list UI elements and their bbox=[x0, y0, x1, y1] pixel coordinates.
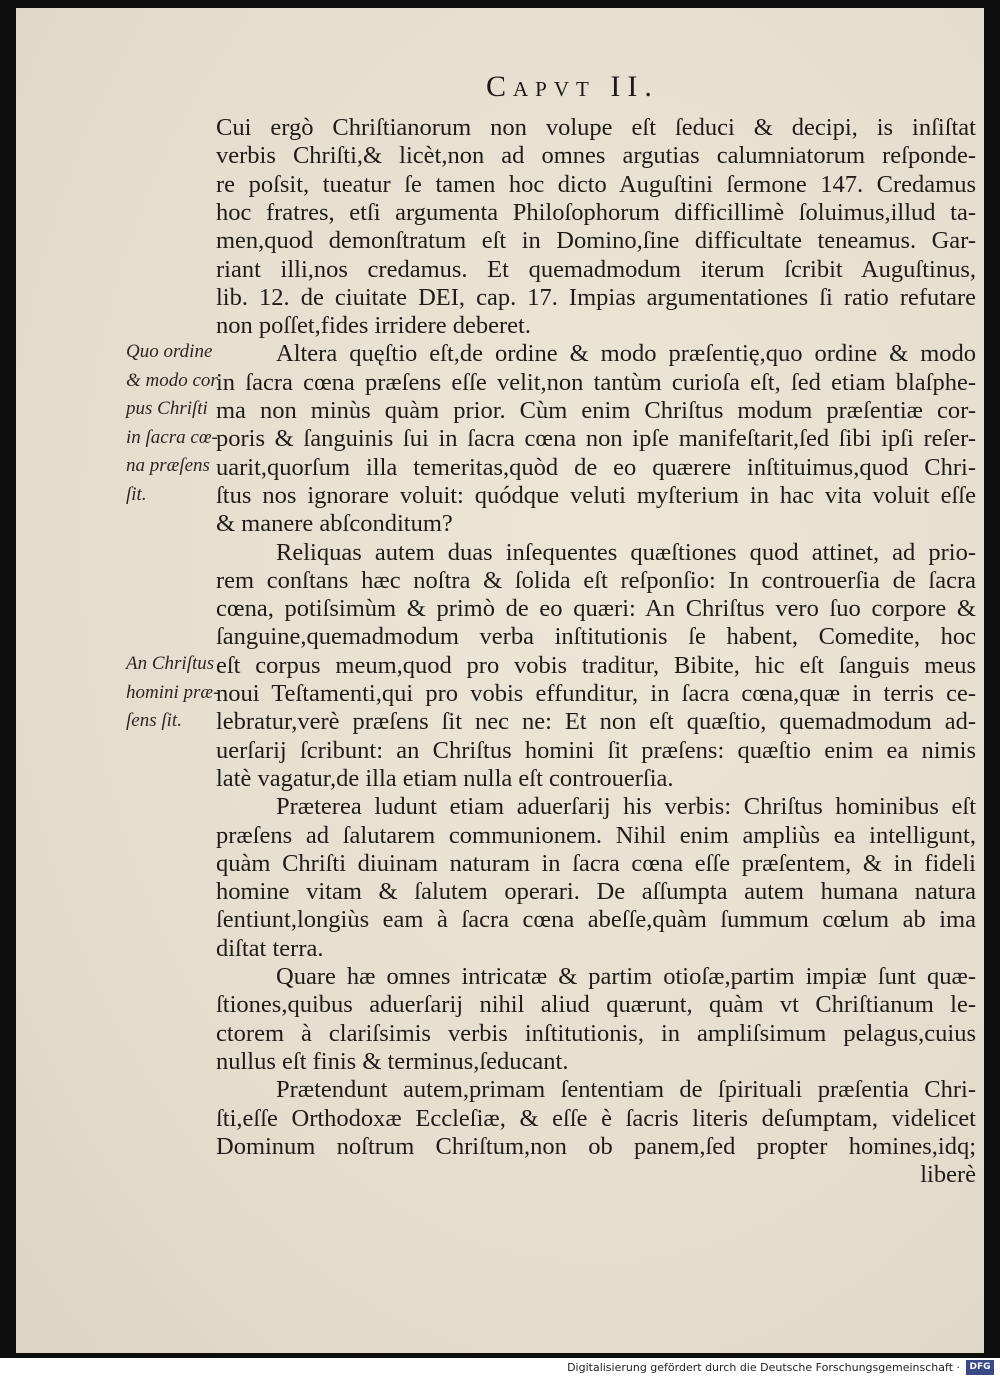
text-line: noui Teſtamenti,qui pro vobis effunditur, in ſacra cœna,quæ in terris ce- bbox=[216, 680, 976, 707]
text-line: quàm Chriſti diuinam naturam in ſacra cœna eſſe præſentem, & in fideli bbox=[216, 849, 976, 877]
funding-credit: Digitalisierung gefördert durch die Deutsche Forschungsgemeinschaft · bbox=[567, 1361, 960, 1374]
text-line: ſtus nos ignorare voluit: quódque veluti myſterium in hac vita voluit eſſe bbox=[216, 481, 976, 509]
text-line: Prætendunt autem,primam ſententiam de ſpirituali præſentia Chri- bbox=[276, 1076, 976, 1104]
margin-note-line: & modo cor bbox=[126, 369, 218, 391]
margin-note-line: homini præ- bbox=[126, 681, 220, 703]
text-line: Præterea ludunt etiam aduerſarij his verbis: Chriſtus hominibus eſt bbox=[276, 793, 976, 821]
page-header: Capvt II. bbox=[486, 70, 659, 103]
margin-note bbox=[126, 650, 236, 736]
margin-note-line: Quo ordine bbox=[126, 341, 213, 362]
footer-bar bbox=[0, 1358, 1000, 1379]
text-line: Dominum noſtrum Chriſtum,non ob panem,ſed propter homines,idq; bbox=[216, 1132, 976, 1160]
margin-note-line: ſens ſit. bbox=[126, 710, 182, 731]
text-line: & manere abſconditum? bbox=[216, 510, 453, 538]
text-line: non poſſet,fides irridere deberet. bbox=[216, 312, 531, 340]
text-line: re poſsit, tueatur ſe tamen hoc dicto Auguſtini ſermone 147. Credamus bbox=[216, 170, 976, 198]
text-line: men,quod demonſtratum eſt in Domino,ſine difficultate teneamus. Gar- bbox=[216, 227, 976, 255]
dfg-logo: DFG bbox=[966, 1360, 994, 1375]
margin-note-line: in ſacra cœ- bbox=[126, 426, 218, 448]
text-line: ma non minùs quàm prior. Cùm enim Chriſtus modum præſentiæ cor- bbox=[216, 397, 976, 424]
text-line: uarit,quorſum illa temeritas,quòd de eo quærere inſtituimus,quod Chri- bbox=[216, 453, 976, 481]
text-line: eſt corpus meum,quod pro vobis traditur, Bibite, hic eſt ſanguis meus bbox=[216, 651, 976, 679]
text-line: lebratur,verè præſens ſit nec ne: Et non eſt quæſtio, quemadmodum ad- bbox=[216, 708, 976, 736]
text-line: ſtiones,quibus aduerſarij nihil aliud quærunt, quàm vt Chriſtianum le- bbox=[216, 991, 976, 1019]
catchword: liberè bbox=[920, 1161, 976, 1189]
text-line: Quare hæ omnes intricatæ & partim otioſæ,partim impiæ ſunt quæ- bbox=[276, 963, 976, 990]
text-line: Altera quęſtio eſt,de ordine & modo præſentię,quo ordine & modo bbox=[276, 340, 976, 368]
text-line: riant illi,nos credamus. Et quemadmodum iterum ſcribit Auguſtinus, bbox=[216, 255, 976, 283]
text-line: Cui ergò Chriſtianorum non volupe eſt ſeduci & decipi, is inſiſtat bbox=[216, 114, 976, 141]
text-line: Reliquas autem duas inſequentes quæſtiones quod attinet, ad prio- bbox=[276, 538, 976, 566]
text-line: homine vitam & ſalutem operari. De aſſumpta autem humana natura bbox=[216, 878, 976, 906]
text-line: diſtat terra. bbox=[216, 934, 324, 962]
text-line: ſentiunt,longiùs eam à ſacra cœna abeſſe,quàm ſummum cœlum ab ima bbox=[216, 906, 976, 934]
text-line: hoc fratres, etſi argumenta Philoſophorum difficillimè ſoluimus,illud ta- bbox=[216, 198, 976, 226]
text-line: in ſacra cœna præſens eſſe velit,non tantùm curioſa eſt, ſed etiam blaſphe- bbox=[216, 368, 976, 396]
margin-note-line: An Chriſtus bbox=[126, 653, 215, 674]
text-line: præſens ad ſalutarem communionem. Nihil enim ampliùs ea intelligunt, bbox=[216, 821, 976, 849]
text-line: nullus eſt finis & terminus,ſeducant. bbox=[216, 1047, 569, 1075]
margin-note bbox=[126, 338, 236, 509]
text-line: uerſarij ſcribunt: an Chriſtus homini ſit præſens: quæſtio enim ea nimis bbox=[216, 736, 976, 764]
margin-note-line: ſit. bbox=[126, 483, 147, 505]
text-line: latè vagatur,de illa etiam nulla eſt controuerſia. bbox=[216, 764, 674, 792]
margin-note-line: pus Chriſti bbox=[126, 398, 208, 419]
text-line: poris & ſanguinis ſui in ſacra cœna non ipſe manifeſtarit,ſed ſibi ipſi reſer- bbox=[216, 425, 976, 453]
text-line: rem conſtans hæc noſtra & ſolida eſt reſponſio: In controuerſia de ſacra bbox=[216, 566, 976, 594]
margin-note-line: na præſens bbox=[126, 455, 210, 476]
book-page bbox=[16, 8, 984, 1353]
text-line: ſanguine,quemadmodum verba inſtitutionis ſe habent, Comedite, hoc bbox=[216, 623, 976, 651]
text-line: cœna, potiſsimùm & primò de eo quæri: An Chriſtus vero ſuo corpore & bbox=[216, 595, 976, 623]
text-line: verbis Chriſti,& licèt,non ad omnes argutias calumniatorum reſponde- bbox=[216, 142, 976, 170]
text-line: ſti,eſſe Orthodoxæ Eccleſiæ, & eſſe è ſacris literis deſumptam, videlicet bbox=[216, 1104, 976, 1132]
text-line: lib. 12. de ciuitate DEI, cap. 17. Impias argumentationes ſi ratio refutare bbox=[216, 283, 976, 311]
text-line: ctorem à clariſsimis verbis inſtitutionis, in ampliſsimum pelagus,cuius bbox=[216, 1019, 976, 1047]
